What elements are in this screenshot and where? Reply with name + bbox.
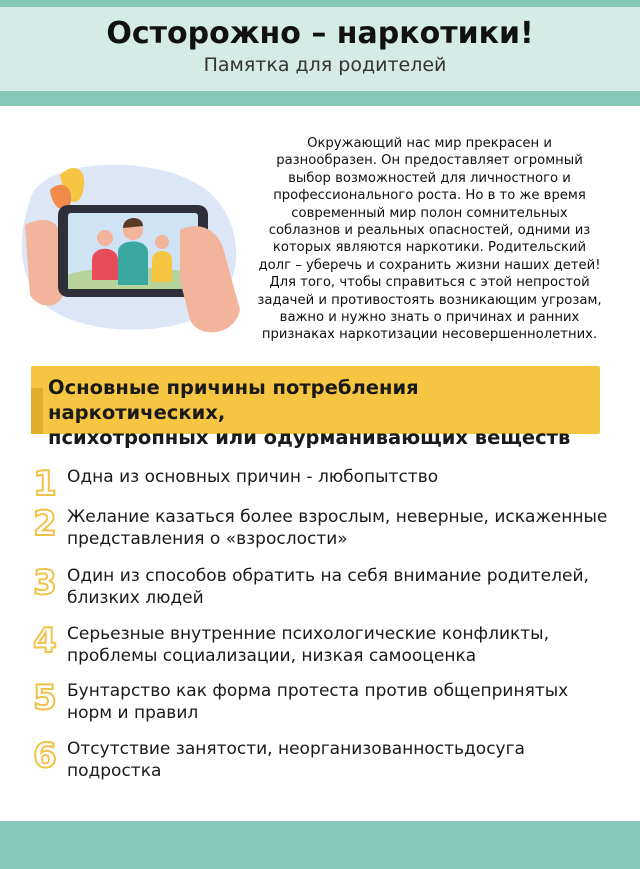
number-digit: 1: [33, 466, 57, 500]
list-item-text: [67, 623, 619, 667]
section-banner: [31, 366, 600, 449]
footer-band: [0, 821, 640, 869]
list-item-line1: Один из способов обратить на себя внимание родителей,: [67, 566, 589, 586]
number-icon: [30, 466, 60, 500]
page-subtitle: Памятка для родителей: [203, 54, 447, 76]
number-icon: [30, 506, 60, 540]
list-item-line1: Отсутствие занятости, неорганизованностьдосуга подростка: [67, 739, 525, 781]
list-item-line1: Бунтарство как форма протеста против общепринятых: [67, 681, 569, 701]
list-item-line2: близких людей: [67, 588, 204, 608]
list-item-line1: Одна из основных причин - любопытство: [67, 467, 439, 487]
number-digit: 2: [33, 506, 57, 540]
header-bottom-stripe: [0, 91, 640, 106]
number-digit: 3: [33, 565, 57, 599]
banner-tab: [31, 388, 43, 434]
list-item-text: [67, 506, 619, 550]
list-item-text: [67, 565, 619, 609]
number-icon: [30, 623, 60, 657]
number-digit: 5: [33, 680, 57, 714]
list-item-text: [67, 738, 619, 782]
list-item-text: [67, 680, 619, 724]
header-top-stripe: [0, 0, 640, 7]
header: [0, 0, 640, 106]
number-icon: [30, 738, 60, 772]
list-item-text: [67, 466, 619, 488]
list-item-line1: Желание казаться более взрослым, неверные, искаженные: [67, 507, 608, 527]
page-title: Осторожно – наркотики!: [106, 16, 534, 51]
list-item-line2: норм и правил: [67, 703, 199, 723]
number-icon: [30, 565, 60, 599]
number-digit: 6: [33, 738, 57, 772]
section-title: [48, 375, 598, 450]
intro-paragraph: Окружающий нас мир прекрасен и разнообразен. Он предоставляет огромный выбор возможностей для личностного и профессионального роста. Но в то же время современный мир полон сомнительных соблазнов и реальных опасностей, одними из которых являются наркотики. Родительский долг – уберечь и сохранить жизни наших детей! Для того, чтобы справиться с этой непростой задачей и противостоять возникающим угрозам, важно и нужно знать о причинах и ранних признаках наркотизации несовершеннолетних.: [257, 136, 602, 343]
number-digit: 4: [33, 623, 57, 657]
list-item-line1: Серьезные внутренние психологические конфликты,: [67, 624, 550, 644]
list-item-line2: проблемы социализации, низкая самооценка: [67, 646, 477, 666]
section-title-line2: психотропных или одурманивающих веществ: [48, 426, 571, 449]
section-title-line1: Основные причины потребления наркотических,: [48, 376, 419, 424]
family-phone-illustration: [20, 160, 250, 340]
number-icon: [30, 680, 60, 714]
list-item-line2: представления о «взрослости»: [67, 529, 348, 549]
